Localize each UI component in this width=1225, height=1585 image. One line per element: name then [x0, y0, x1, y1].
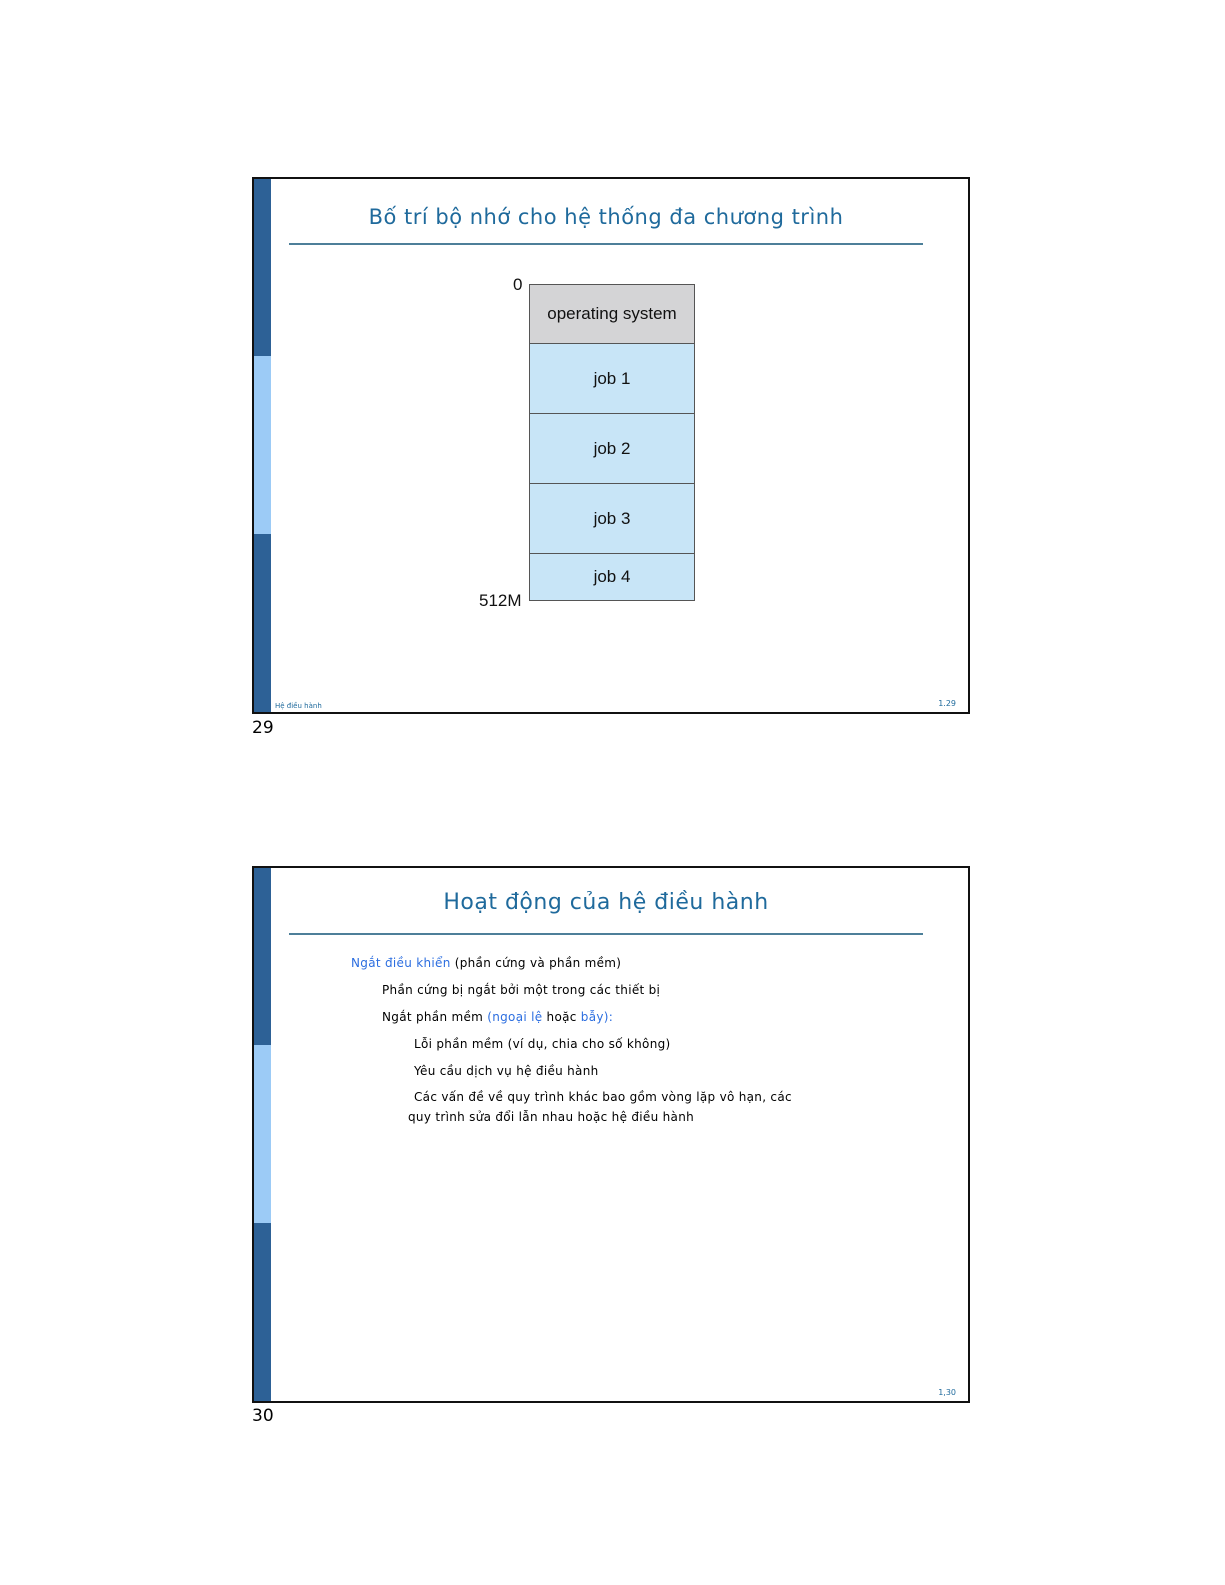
sidebar-segment — [254, 534, 271, 712]
start-address-label: 0 — [513, 275, 523, 294]
bullet-text: (phần cứng và phần mềm) — [454, 956, 622, 970]
sub-bullet-hardware: Phần cứng bị ngắt bởi một trong các thiết bị — [382, 983, 661, 997]
sub-sub-bullet-os-service: Yêu cầu dịch vụ hệ điều hành — [414, 1064, 599, 1078]
sub-sub-bullet-software-error: Lỗi phần mềm (ví dụ, chia cho số không) — [414, 1037, 671, 1051]
page-number: 30 — [252, 1406, 274, 1426]
sub-bullet-software — [382, 1010, 613, 1024]
slide-title: Hoạt động của hệ điều hành — [443, 890, 769, 915]
memory-segment-job: job 3 — [530, 483, 694, 553]
slide-30 — [252, 866, 970, 1403]
bullet-list — [254, 868, 968, 1401]
sidebar-segment — [254, 356, 271, 534]
title-divider — [289, 243, 923, 245]
bullet-highlight: bẫy): — [580, 1010, 614, 1024]
sidebar-segment — [254, 179, 271, 356]
slide-title: Bố trí bộ nhớ cho hệ thống đa chương trình — [368, 205, 844, 229]
sub-sub-bullet-process-problems: Các vấn đề về quy trình khác bao gồm vòng lặp vô hạn, các — [414, 1090, 792, 1104]
memory-layout-diagram — [529, 284, 695, 601]
end-address-label: 512M — [479, 591, 522, 610]
slide-footer-course: Hệ điều hành — [275, 702, 322, 710]
memory-segment-job: job 1 — [530, 343, 694, 413]
slide-footer-number: 1,30 — [938, 1388, 956, 1397]
memory-segment-job: job 2 — [530, 413, 694, 483]
bullet-highlight: (ngoại lệ — [487, 1010, 543, 1024]
slide-footer-number: 1.29 — [938, 699, 956, 708]
bullet-text: hoặc — [546, 1010, 577, 1024]
bullet-text: Ngắt phần mềm — [382, 1010, 484, 1024]
sub-sub-bullet-process-problems-cont: quy trình sửa đổi lẫn nhau hoặc hệ điều hành — [408, 1110, 695, 1124]
bullet-interrupt-driven — [351, 956, 621, 970]
slide-29 — [252, 177, 970, 714]
bullet-highlight: Ngắt điều khiển — [351, 956, 451, 970]
memory-segment-os: operating system — [530, 285, 694, 343]
slide-sidebar — [254, 179, 271, 712]
memory-segment-job: job 4 — [530, 553, 694, 600]
page-number: 29 — [252, 718, 274, 738]
